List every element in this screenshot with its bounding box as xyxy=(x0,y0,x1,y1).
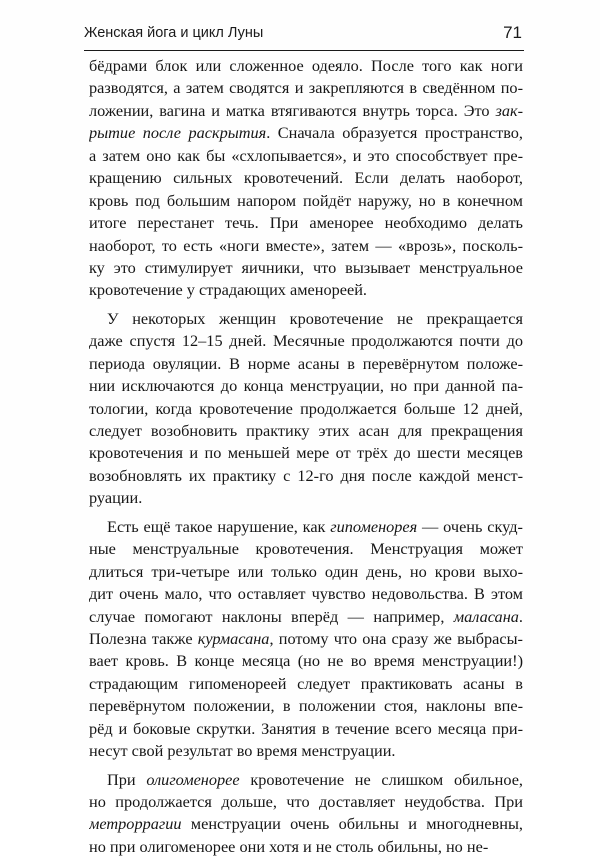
text-line xyxy=(89,465,523,487)
text-run: разводятся, а затем сводятся и закрепляются в сведённом по- xyxy=(89,78,523,98)
text-run: а затем оно как бы «схлопывается», и это способствует пре- xyxy=(89,145,523,165)
italic-term: метроррагии xyxy=(89,814,182,834)
text-run: итоге перестанет течь. При аменорее необходимо делать xyxy=(89,213,523,233)
italic-term: гипоменорея xyxy=(330,516,418,536)
text-run: возобновлять их практику с 12-го дня после каждой менст- xyxy=(89,465,523,485)
text-line xyxy=(89,606,523,628)
text-line xyxy=(89,375,523,397)
text-run: кровотечения и по меньшей мере от трёх до шести месяцев xyxy=(89,443,523,463)
text-line xyxy=(89,650,523,672)
text-line xyxy=(89,257,523,279)
text-line xyxy=(89,145,523,167)
text-line xyxy=(89,353,523,375)
text-run: менструации очень обильны и многодневны, xyxy=(181,814,523,834)
text-run: , потому что она сразу же выбрасы- xyxy=(269,628,523,648)
text-run: . xyxy=(518,606,523,626)
text-run: случае помогают наклоны вперёд — например, xyxy=(89,606,454,626)
text-run: перевёрнутом положении, в положении стоя, наклоны впе- xyxy=(89,696,523,716)
text-run: кровотечение у страдающих аменореей. xyxy=(89,280,368,300)
paragraph xyxy=(89,55,523,302)
text-run: ку это стимулирует яичники, что вызывает менструальное xyxy=(89,257,523,277)
text-run: руации. xyxy=(89,488,143,508)
text-line xyxy=(89,190,523,212)
text-line xyxy=(89,718,523,740)
text-run: но при олигоменорее они хотя и не столь обильны, но не- xyxy=(89,836,489,856)
text-line xyxy=(89,212,523,234)
paragraph xyxy=(89,308,523,510)
text-run: кровь под большим напором пойдёт наружу, но в конечном xyxy=(89,190,523,210)
text-run: ные менструальные кровотечения. Менструация может xyxy=(89,539,523,559)
text-run: даже спустя 12–15 дней. Месячные продолжаются почти до xyxy=(89,331,523,351)
text-run: кращению сильных кровотечений. Если делать наоборот, xyxy=(89,168,523,188)
text-run: рёд и боковые скрутки. Занятия в течение всего месяца при- xyxy=(89,718,523,738)
text-line xyxy=(89,100,523,122)
text-run: но продолжается дольше, что доставляет неудобства. При xyxy=(89,792,523,811)
book-title: Женская йога и цикл Луны xyxy=(84,25,264,41)
text-line xyxy=(89,673,523,695)
italic-term: курмасана xyxy=(197,628,270,648)
text-run: тологии, когда кровотечение продолжается больше 12 дней, xyxy=(89,398,523,418)
text-line xyxy=(89,516,523,538)
italic-term: маласана xyxy=(453,606,519,626)
text-run: дит очень мало, что оставляет чувство недовольства. В этом xyxy=(89,584,523,604)
text-line xyxy=(89,167,523,189)
text-line xyxy=(89,420,523,442)
text-line xyxy=(89,791,523,813)
text-run: периода овуляции. В норме асаны в перевёрнутом положе- xyxy=(89,353,523,373)
text-run: несут свой результат во время менструации. xyxy=(89,741,396,761)
text-run: ложении, вагина и матка втягиваются внутрь торса. Это xyxy=(89,100,496,120)
text-line xyxy=(89,583,523,605)
text-run: — очень скуд- xyxy=(417,516,523,536)
text-run: бёдрами блок или сложенное одеяло. После того как ноги xyxy=(89,56,523,75)
paragraph xyxy=(89,516,523,763)
text-line xyxy=(89,55,523,77)
italic-term: рытие после раскрытия xyxy=(89,123,267,143)
running-head xyxy=(84,14,524,51)
text-line xyxy=(89,398,523,420)
body-text xyxy=(89,55,523,858)
page-number: 71 xyxy=(503,23,522,42)
text-line xyxy=(89,769,523,791)
text-line xyxy=(89,628,523,650)
text-line xyxy=(89,836,523,858)
text-run: Есть ещё такое нарушение, как xyxy=(107,516,331,536)
text-run: наоборот, то есть «ноги вместе», затем — «врозь», посколь- xyxy=(89,235,523,255)
text-run: длиться три-четыре или только один день, но крови выхо- xyxy=(89,561,523,581)
italic-term: олигоменорее xyxy=(146,769,240,789)
italic-term: зак- xyxy=(495,100,523,120)
text-line xyxy=(89,442,523,464)
text-run: нии исключаются до конца менструации, но при данной па- xyxy=(89,376,523,396)
text-run: Полезна также xyxy=(89,628,198,648)
text-line xyxy=(89,740,523,762)
text-line xyxy=(89,77,523,99)
text-run: вает кровь. В конце месяца (но не во время менструации!) xyxy=(89,651,523,671)
text-line xyxy=(89,122,523,144)
text-run: кровотечение не слишком обильное, xyxy=(239,769,523,789)
text-line xyxy=(89,538,523,560)
text-line xyxy=(89,561,523,583)
text-line xyxy=(89,330,523,352)
text-line xyxy=(89,813,523,835)
text-run: У некоторых женщин кровотечение не прекращается xyxy=(107,308,523,328)
text-run: . Сначала образуется пространство, xyxy=(266,123,523,143)
text-line xyxy=(89,235,523,257)
paragraph xyxy=(89,769,523,858)
text-line xyxy=(89,695,523,717)
text-line xyxy=(89,279,523,301)
text-run: страдающим гипоменореей следует практиковать асаны в xyxy=(89,673,523,693)
text-run: следует возобновить практику этих асан для прекращения xyxy=(89,421,523,440)
text-line xyxy=(89,487,523,509)
text-run: При xyxy=(107,769,147,789)
text-line xyxy=(89,308,523,330)
